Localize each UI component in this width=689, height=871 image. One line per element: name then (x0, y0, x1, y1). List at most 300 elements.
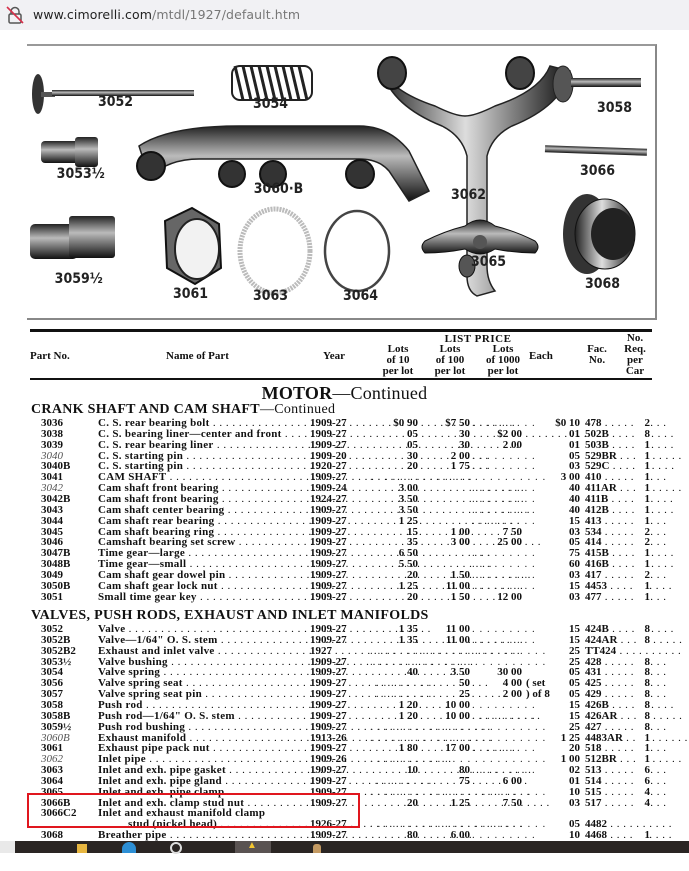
header-lots10-line3: per lot (382, 365, 414, 377)
price-each: 15 (569, 623, 580, 635)
part-year: 1909-27 (310, 829, 347, 842)
pipe-gasket-3063-drawing (240, 209, 310, 293)
part-number: 3051 (41, 590, 63, 603)
required-per-car: 1 (636, 516, 650, 527)
factory-number: 426B . . . (585, 700, 635, 711)
required-per-car: 8 (636, 667, 650, 678)
part-name: CAM SHAFT . . . (98, 472, 310, 483)
part-name: Inlet pipe . . . (98, 754, 310, 765)
price-lots-10: 3 50 (398, 492, 418, 505)
required-per-car: 2 (636, 537, 650, 548)
edge-browser-icon[interactable] (122, 842, 136, 853)
required-per-car: 8 (636, 711, 650, 722)
empty-price-dots: . . . . . . . . . (472, 568, 536, 581)
factory-number: 4482 . . . (585, 819, 635, 830)
factory-number: 411B . . . (585, 494, 635, 505)
empty-price-dots: . . . . . . . . . . . . . . . . . . . . . . . . (370, 655, 547, 668)
illustration-label-3052: 3052 (97, 94, 134, 110)
price-each: 05 (569, 666, 580, 679)
factory-number: 424AR . . . (585, 635, 635, 646)
factory-number: 414 . . . (585, 537, 635, 548)
price-lots-100: 3 00 (450, 536, 470, 549)
required-per-car: 2 (636, 418, 650, 429)
price-each: 05 (569, 818, 580, 831)
file-explorer-icon[interactable] (77, 844, 87, 853)
part-number: 3044 (41, 514, 63, 527)
price-lots-100: 1 25 (450, 796, 470, 809)
header-each: Each (529, 350, 553, 362)
part-number: 3047B (41, 547, 71, 560)
part-year: 1926-27 (310, 818, 347, 831)
price-each: 01 (569, 774, 580, 787)
required-per-car: 1 (636, 581, 650, 592)
header-lots100-line1: Lots (439, 343, 461, 355)
required-per-car: 1 (636, 754, 650, 765)
part-year: 1909-27 (310, 503, 347, 516)
factory-number: 411AR . . . (585, 483, 635, 494)
part-name: Cam shaft front bearing . . . (98, 494, 310, 505)
empty-price-dots: . . . . . . . . . (472, 460, 536, 473)
required-per-car: 1 (636, 830, 650, 841)
part-year: 1909-27 (310, 796, 347, 809)
part-name: Cam shaft front bearing . . . (98, 483, 310, 494)
part-name: Inlet and exhaust manifold clamp (98, 807, 266, 820)
price-each: $0 10 (555, 417, 580, 429)
factory-number: 517 . . . (585, 798, 635, 809)
factory-number: 4483AR . . . (585, 733, 635, 744)
price-lots-10: 1 35 (398, 633, 418, 646)
price-lots-100: 30 (459, 438, 470, 451)
part-name: Breather pipe . . . (98, 830, 310, 841)
price-each: 15 (569, 709, 580, 722)
price-each: 1 25 (560, 731, 580, 744)
header-list-price: LIST PRICE (444, 333, 512, 345)
required-per-car: 8 (636, 429, 650, 440)
price-lots-100: 2 00 (450, 449, 470, 462)
part-year: 1909-20 (310, 449, 347, 462)
part-year: 1909-27 (310, 785, 347, 798)
empty-price-dots: . . . . . . . . . (472, 503, 536, 516)
price-lots-10: 20 (407, 590, 418, 603)
price-each: 01 (569, 438, 580, 451)
part-name: Exhaust pipe pack nut . . . (98, 743, 310, 754)
part-number: 3041 (41, 471, 63, 484)
taskbar-left-edge (0, 841, 15, 853)
price-each: 03 (569, 568, 580, 581)
empty-price-dots: . . . . . . . . . . . . . . . . . . . . . . . . (370, 731, 547, 744)
illustration-label-3054: 3054 (252, 96, 289, 112)
empty-price-dots: . . . . . . . . . (472, 449, 536, 462)
part-year: 1924-27 (310, 492, 347, 505)
set-of-8-note: ) of 8 (526, 688, 550, 701)
part-name: Push rod—1/64" O. S. stem . . . (98, 711, 310, 722)
parts-illustration-panel (27, 44, 657, 320)
pipe-clamp-3065-drawing (422, 220, 538, 254)
header-lots1000-line2: of 1000 (486, 354, 520, 366)
empty-price-dots: . . . . . . . . . . . . . . . . . . . . . . . . (370, 644, 547, 657)
required-per-car: 1 (636, 548, 650, 559)
price-lots-10: 15 (407, 525, 418, 538)
price-each: 05 (569, 677, 580, 690)
part-number: 3043 (41, 503, 63, 516)
header-name: Name of Part (166, 350, 229, 362)
empty-price-dots: . . . . . . . . . (472, 558, 536, 571)
part-year: 1913-26 (310, 731, 347, 744)
price-lots-10: 05 (407, 438, 418, 451)
price-each: 05 (569, 536, 580, 549)
empty-price-dots: . . . . . . . . . (472, 633, 536, 646)
required-per-car: 1 (636, 494, 650, 505)
part-name: Valve bushing . . . (98, 657, 310, 668)
price-each: 75 (569, 547, 580, 560)
header-part-no: Part No. (30, 350, 70, 362)
illustration-label-3053-half: 3053½ (56, 166, 105, 182)
empty-price-dots: . . . . . . . . . (472, 709, 536, 722)
price-each: 03 (569, 460, 580, 473)
header-lots1000-line3: per lot (487, 365, 519, 377)
price-each: 25 (569, 655, 580, 668)
table-row (0, 722, 689, 733)
header-fac-line1: Fac. (587, 343, 607, 355)
part-year: 1909-27 (310, 688, 347, 701)
price-each: 15 (569, 579, 580, 592)
factory-number: 514 . . . (585, 776, 635, 787)
price-lots-10: 3 00 (398, 482, 418, 495)
motor-title-main: MOTOR (261, 383, 333, 403)
required-per-car: 1 (636, 743, 650, 754)
push-rod-bushing-3059-half-drawing (30, 216, 115, 259)
illustration-label-3060b: 3060·B (253, 181, 304, 197)
part-number: 3060B (41, 731, 70, 744)
section-title-text: CRANK SHAFT AND CAM SHAFT (31, 402, 260, 417)
price-each: 1 00 (560, 753, 580, 766)
part-number: 3036 (41, 417, 63, 429)
part-number: 3046 (41, 536, 63, 549)
part-name: Time gear—large . . . (98, 548, 310, 559)
part-name: Cam shaft gear dowel pin . . . (98, 570, 310, 581)
price-each: 3 00 (560, 471, 580, 484)
illustration-label-3063: 3063 (252, 288, 289, 304)
part-year: 1909-27 (310, 709, 347, 722)
part-number: 3065 (41, 785, 63, 798)
red-highlight-box (27, 793, 360, 831)
table-row (0, 592, 689, 603)
price-lots-100: 11 00 (445, 633, 470, 646)
section-title-valves (31, 608, 429, 624)
part-number: 3062 (41, 753, 63, 766)
factory-number: 412B . . . (585, 505, 635, 516)
illustration-label-3062: 3062 (450, 187, 487, 203)
factory-number: 410 . . . (585, 472, 635, 483)
browser-address-bar[interactable] (0, 0, 689, 30)
factory-number: 512BR . . . (585, 754, 635, 765)
factory-number: 477 . . . (585, 592, 635, 603)
valve-spring-3054-drawing (232, 66, 312, 100)
illustration-label-3061: 3061 (172, 286, 209, 302)
empty-price-dots: . . . . . . . . . . . . . . . . . . . . . . . . (370, 753, 547, 766)
price-lots-1000: $2 00 (497, 427, 522, 440)
part-year: 1909-27 (310, 438, 347, 451)
not-secure-lock-icon[interactable] (5, 5, 25, 25)
part-year: 1909-27 (310, 742, 347, 755)
part-name: Exhaust manifold . . . (98, 733, 310, 744)
price-lots-10: 40 (407, 666, 418, 679)
header-lots100 (425, 344, 475, 377)
part-number: 3056 (41, 677, 63, 690)
required-per-car: 4 (636, 798, 650, 809)
price-each: 02 (569, 764, 580, 777)
illustration-label-3068: 3068 (584, 276, 621, 292)
part-year: 1909-27 (310, 666, 347, 679)
required-per-car: 8 (636, 657, 650, 668)
app-icon[interactable] (313, 844, 321, 853)
header-req-line1: No. (626, 332, 644, 344)
part-year: 1909-27 (310, 655, 347, 668)
empty-price-dots: . . . . . . . . . . . . . . . . . . . . . . . . (370, 471, 547, 484)
factory-number: 534 . . . (585, 527, 635, 538)
empty-price-dots: . . . . . . . . . (472, 514, 536, 527)
motor-section-heading (0, 383, 689, 404)
part-name: C. S. rear bearing bolt . . . (98, 418, 310, 429)
required-per-car: 1 (636, 472, 650, 483)
header-fac-no (582, 344, 612, 366)
breather-pipe-3068-drawing (563, 194, 635, 274)
table-row (0, 830, 689, 841)
part-name: Inlet and exh. pipe gasket . . . (98, 765, 310, 776)
part-name: Inlet and exh. pipe gland . . . (98, 776, 310, 787)
search-icon[interactable] (170, 842, 182, 854)
price-each: 60 (569, 558, 580, 571)
factory-number: 413 . . . (585, 516, 635, 527)
price-each: 10 (569, 785, 580, 798)
push-rod-3058-drawing (553, 66, 641, 102)
part-number: 3040B (41, 460, 71, 473)
required-per-car: 8 (636, 700, 650, 711)
part-year: 1909-27 (310, 558, 347, 571)
part-number: 3064 (41, 774, 63, 787)
required-per-car: 6 (636, 776, 650, 787)
empty-price-dots: . . . . . . . . . (472, 742, 536, 755)
part-year: 1909-27 (310, 764, 347, 777)
required-per-car: 8 (636, 722, 650, 733)
factory-number: 529C . . . (585, 461, 635, 472)
required-per-car: 2 (636, 570, 650, 581)
factory-number: 425 . . . (585, 678, 635, 689)
required-per-car: 1 (636, 440, 650, 451)
factory-number: 4453 . . . (585, 581, 635, 592)
price-lots-10: 80 (407, 829, 418, 842)
empty-price-dots: . . . . . . . . . . . . . . . . . . . . . . . . (370, 785, 547, 798)
part-name: Time gear—small . . . (98, 559, 310, 570)
factory-number: 417 . . . (585, 570, 635, 581)
part-number: 3045 (41, 525, 63, 538)
empty-price-dots: . . . . . . . . . (472, 547, 536, 560)
price-each: 03 (569, 590, 580, 603)
price-lots-1000: 7 50 (502, 525, 522, 538)
part-name: Push rod bushing . . . (98, 722, 310, 733)
url-host: www.cimorelli.com (33, 7, 153, 22)
part-number: 3042B (41, 492, 71, 505)
empty-price-dots: . . . . . . . . (376, 688, 433, 701)
required-per-car: 1 (636, 461, 650, 472)
part-name: C. S. bearing liner—center and front . . . (98, 429, 310, 440)
price-lots-1000: 12 00 (497, 590, 522, 603)
part-name: Cam shaft bearing ring . . . (98, 527, 310, 538)
price-each: 25 (569, 644, 580, 657)
part-year: 1909-27 (310, 698, 347, 711)
price-each: 40 (569, 503, 580, 516)
empty-price-dots: . . . . . . . . . (472, 623, 536, 635)
pinned-app-icon: ▲ (247, 840, 257, 851)
factory-number: 424B . . . (585, 624, 635, 635)
required-per-car: 1 (636, 451, 650, 462)
part-year: 1909-27 (310, 677, 347, 690)
required-per-car: 1 (636, 733, 650, 744)
illustration-label-3065: 3065 (470, 254, 507, 270)
part-year: 1920-27 (310, 460, 347, 473)
part-number: 3052B (41, 633, 71, 646)
part-number: 3061 (41, 742, 63, 755)
header-req-line4: Car (625, 365, 645, 377)
required-per-car: 1 (636, 559, 650, 570)
part-number: 3066B (41, 796, 71, 809)
part-number: 3052 (41, 623, 63, 635)
factory-number: 478 . . . (585, 418, 635, 429)
header-lots10-line2: of 10 (386, 354, 410, 366)
factory-number: 515 . . . (585, 787, 635, 798)
factory-number: 518 . . . (585, 743, 635, 754)
part-number: 3052B2 (41, 644, 76, 657)
header-year: Year (323, 350, 345, 362)
part-year: 1909-27 (310, 720, 347, 733)
part-number: 3057 (41, 688, 63, 701)
part-name: Valve—1/64" O. S. stem . . . (98, 635, 310, 646)
url-text[interactable] (33, 7, 300, 22)
price-lots-10: 1 25 (398, 514, 418, 527)
required-per-car: 1 (636, 505, 650, 516)
part-number: 3050B (41, 579, 71, 592)
part-name: Cam shaft gear lock nut . . . (98, 581, 310, 592)
part-year: 1909-27 (310, 514, 347, 527)
header-req-per-car (620, 333, 650, 377)
factory-number: 529BR . . . (585, 451, 635, 462)
section-title-crank-cam (31, 402, 335, 418)
empty-price-dots: . . . . . . . . . (472, 829, 536, 842)
part-name: Exhaust and inlet valve . . . (98, 646, 310, 657)
price-lots-10: 05 (407, 427, 418, 440)
part-name: Valve . . . (98, 624, 310, 635)
part-name: Inlet and exh. clamp stud nut . . . (98, 798, 310, 809)
price-lots-1000: 6 00 (502, 774, 522, 787)
part-name: Inlet and exh. pipe clamp . . . (98, 787, 310, 798)
section-title-text: VALVES, PUSH RODS, EXHAUST AND INLET MANIFOLDS (31, 608, 429, 623)
price-lots-10: 1 20 (398, 709, 418, 722)
price-lots-10: 1 25 (398, 579, 418, 592)
price-lots-100: 1 50 (450, 568, 470, 581)
required-per-car: 2 (636, 527, 650, 538)
pinned-app-active-tile[interactable] (235, 841, 271, 853)
required-per-car: 8 (636, 624, 650, 635)
part-year: 1909-27 (310, 579, 347, 592)
parts-illustration (27, 46, 655, 318)
pipe-gland-3064-drawing (325, 211, 389, 291)
required-per-car: 8 (636, 635, 650, 646)
price-lots-10: 10 (407, 764, 418, 777)
part-number: 3063 (41, 764, 63, 777)
price-each: 10 (569, 829, 580, 842)
price-lots-10: 30 (407, 449, 418, 462)
header-req-line2: Req. (624, 343, 646, 355)
table-row (0, 516, 689, 527)
valve-bushing-3053-half-drawing (41, 137, 98, 167)
price-table-header (30, 329, 652, 380)
part-year: 1909-27 (310, 633, 347, 646)
price-each: 03 (569, 525, 580, 538)
part-year: 1909-27 (310, 623, 347, 635)
empty-price-dots: . . . . . . . . . (472, 417, 536, 429)
price-lots-1000: 30 00 (497, 666, 522, 679)
part-year: 1909-26 (310, 753, 347, 766)
price-lots-10: 1 20 (398, 698, 418, 711)
price-lots-10: 1 35 (398, 623, 418, 635)
part-number: 3054 (41, 666, 63, 679)
header-lots100-line2: of 100 (435, 354, 465, 366)
set-of-8-note: ( set (526, 677, 546, 690)
part-number: 3059½ (41, 720, 72, 733)
factory-number: TT424 . . . (585, 646, 635, 657)
part-number: 3068 (41, 829, 63, 842)
price-lots-10: $0 90 (393, 417, 418, 429)
part-year: 1909-27 (310, 471, 347, 484)
empty-price-dots: . . . . . . . . . (472, 764, 536, 777)
factory-number: 426AR . . . (585, 711, 635, 722)
price-lots-1000: 7 50 (502, 796, 522, 809)
price-lots-100: 3 50 (450, 666, 470, 679)
factory-number: 503B . . . (585, 440, 635, 451)
price-lots-10: 3 50 (398, 503, 418, 516)
part-number: 3053½ (41, 655, 72, 668)
price-each: 15 (569, 633, 580, 646)
price-lots-100: 10 00 (445, 698, 470, 711)
empty-price-dots: . . . . . . . . . (472, 579, 536, 592)
price-lots-100: 6 00 (450, 829, 470, 842)
required-per-car: 8 (636, 689, 650, 700)
part-year: 1909-27 (310, 536, 347, 549)
price-lots-100: 11 00 (445, 579, 470, 592)
price-lots-1000: 2 00 (502, 688, 522, 701)
price-lots-100: $7 50 (445, 417, 470, 429)
price-each: 01 (569, 427, 580, 440)
pack-nut-3061-drawing (165, 208, 221, 284)
price-lots-10: 6 50 (398, 547, 418, 560)
part-name: Cam shaft rear bearing . . . (98, 516, 310, 527)
price-each: 40 (569, 492, 580, 505)
price-lots-1000: 2 00 (502, 438, 522, 451)
part-name: C. S. rear bearing liner . . . (98, 440, 310, 451)
part-year: 1909-27 (310, 417, 347, 429)
part-number: 3040 (41, 449, 63, 462)
price-lots-100: 30 (459, 427, 470, 440)
price-lots-1000: 25 00 (497, 536, 522, 549)
price-each: 25 (569, 720, 580, 733)
part-number: 3042 (41, 482, 63, 495)
factory-number: 502B . . . (585, 429, 635, 440)
part-number: 3039 (41, 438, 63, 451)
price-lots-100: 10 00 (445, 709, 470, 722)
price-each: 03 (569, 796, 580, 809)
factory-number: 4468 . . . (585, 830, 635, 841)
illustration-label-3058: 3058 (596, 100, 633, 116)
